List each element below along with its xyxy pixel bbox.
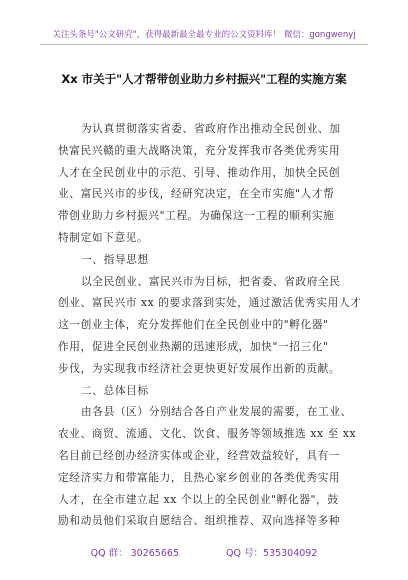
body-line: 步伐，为实现我市经济社会更快更好发展作出新的贡献。	[58, 361, 341, 375]
document-body	[58, 118, 362, 532]
qq-group-text: QQ 群： 30265665	[90, 548, 179, 559]
body-line: 由各县（区）分别结合各自产业发展的需要，在工业、	[81, 405, 352, 419]
body-line: 带创业助力乡村振兴"工程。为确保这一工程的顺利实施	[58, 209, 335, 223]
body-line: 人才，在全市建立起 xx 个以上的全民创业"孵化器"，鼓	[58, 492, 339, 506]
page-footer	[0, 545, 408, 559]
body-line: 以全民创业、富民兴市为目标，把省委、省政府全民	[81, 274, 341, 288]
body-line: 定经济实力和带富能力，且热心家乡创业的各类优秀实用	[58, 470, 341, 484]
body-line: 特制定如下意见。	[58, 230, 149, 244]
page-header: 关注头条号"公文研究"，获得最新最全最专业的公文资料库！ 微信：gongwenyj	[52, 30, 356, 40]
body-line: 作用，促进全民创业热潮的迅速形成，加快"一招三化"	[58, 339, 329, 353]
body-line: 名目前已经创办经济实体或企业，经营效益较好，具有一	[58, 448, 341, 462]
body-line: 一、指导思想	[81, 252, 149, 266]
body-line: 励和动员他们采取自愿结合、组织推荐、双向选择等多种	[58, 514, 341, 528]
document-title: Xx 市关于"人才帮带创业助力乡村振兴"工程的实施方案	[61, 72, 347, 86]
body-line: 快富民兴赣的重大战略决策，充分发挥我市各类优秀实用	[58, 143, 341, 157]
body-line: 创业、富民兴市 xx 的要求落到实处，通过激活优秀实用人才	[58, 296, 362, 310]
body-line: 人才在全民创业中的示范、引导、推动作用，加快全民创	[58, 165, 341, 179]
header-divider	[40, 44, 368, 45]
body-line: 这一创业主体，充分发挥他们在全民创业中的"孵化器"	[58, 318, 329, 332]
body-line: 为认真贯彻落实省委、省政府作出推动全民创业、加	[81, 122, 341, 135]
qq-number-text: QQ 号：535304092	[226, 548, 318, 559]
body-line: 农业、商贸、流通、文化、饮食、服务等领域推选 xx 至 xx	[58, 427, 357, 441]
body-line: 二、总体目标	[81, 383, 149, 397]
body-line: 业、富民兴市的步伐，经研究决定，在全市实施"人才帮	[58, 187, 335, 201]
